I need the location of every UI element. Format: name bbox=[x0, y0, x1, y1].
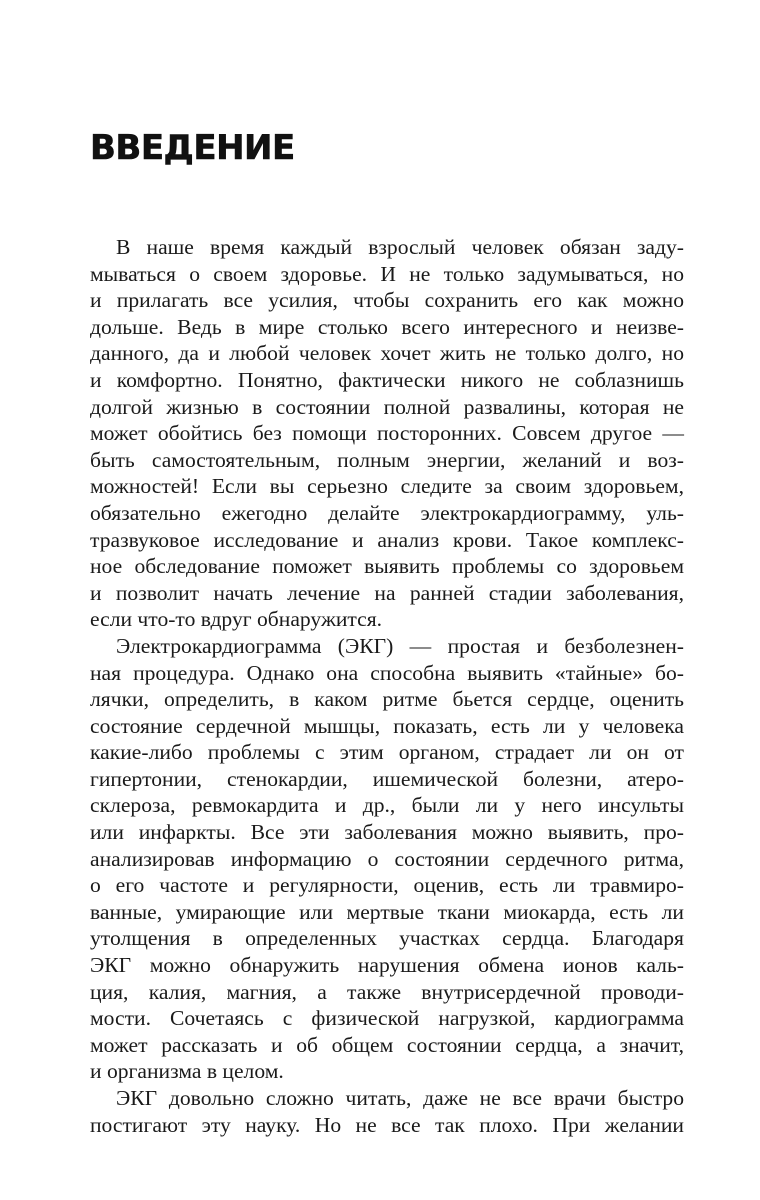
paragraph-1 bbox=[90, 234, 684, 633]
text-line: В наше время каждый взрослый человек обязан заду- bbox=[116, 235, 684, 259]
text-line: склероза, ревмокардита и др., были ли у него инсульты bbox=[90, 793, 684, 818]
text-line: дольше. Ведь в мире столько всего интересного и неизве- bbox=[90, 314, 684, 339]
text-line: тразвуковое исследование и анализ крови. Такое комплекс- bbox=[90, 527, 684, 552]
text-line: ЭКГ довольно сложно читать, даже не все врачи быстро bbox=[116, 1086, 684, 1110]
text-line: может обойтись без помощи посторонних. Совсем другое — bbox=[90, 421, 684, 446]
text-line: лячки, определить, в каком ритме бьется сердце, оценить bbox=[90, 687, 684, 712]
text-line: анализировав информацию о состоянии сердечного ритма, bbox=[90, 846, 684, 871]
body-text bbox=[90, 234, 684, 1138]
text-line: Электрокардиограмма (ЭКГ) — простая и безболезнен- bbox=[116, 633, 684, 658]
text-line: долгой жизнью в состоянии полной развалины, которая не bbox=[90, 394, 684, 419]
text-line: о его частоте и регулярности, оценив, есть ли травмиро- bbox=[90, 873, 684, 898]
text-line: данного, да и любой человек хочет жить не только долго, но bbox=[90, 341, 684, 366]
text-line: ЭКГ можно обнаружить нарушения обмена ионов каль- bbox=[90, 953, 684, 978]
text-line: ванные, умирающие или мертвые ткани миокарда, есть ли bbox=[90, 899, 684, 924]
text-line: утолщения в определенных участках сердца. Благодаря bbox=[90, 926, 684, 951]
text-line: состояние сердечной мышцы, показать, есть ли у человека bbox=[90, 713, 684, 738]
text-line: ное обследование поможет выявить проблемы со здоровьем bbox=[90, 554, 684, 579]
text-line: быть самостоятельным, полным энергии, желаний и воз- bbox=[90, 447, 684, 472]
text-line: или инфаркты. Все эти заболевания можно выявить, про- bbox=[90, 820, 684, 845]
text-line: ная процедура. Однако она способна выявить «тайные» бо- bbox=[90, 660, 684, 685]
text-line: гипертонии, стенокардии, ишемической болезни, атеро- bbox=[90, 766, 684, 791]
text-line: и комфортно. Понятно, фактически никого не соблазнишь bbox=[90, 367, 684, 392]
text-line: может рассказать и об общем состоянии сердца, а значит, bbox=[90, 1032, 684, 1057]
text-line: и организма в целом. bbox=[90, 1059, 284, 1084]
chapter-heading: ВВЕДЕНИЕ bbox=[90, 128, 295, 168]
text-line: и позволит начать лечение на ранней стадии заболевания, bbox=[90, 580, 684, 605]
text-line: постигают эту науку. Но не все так плохо. При желании bbox=[90, 1112, 684, 1137]
paragraph-2 bbox=[90, 633, 684, 1085]
text-line: если что-то вдруг обнаружится. bbox=[90, 607, 383, 632]
text-line: и прилагать все усилия, чтобы сохранить его как можно bbox=[90, 288, 684, 313]
text-line: мываться о своем здоровье. И не только задумываться, но bbox=[90, 261, 684, 286]
paragraph-3 bbox=[90, 1085, 684, 1138]
text-line: мости. Сочетаясь с физической нагрузкой, кардиограмма bbox=[90, 1006, 684, 1031]
text-line: можностей! Если вы серьезно следите за своим здоровьем, bbox=[90, 474, 684, 499]
text-line: ция, калия, магния, а также внутрисердечной проводи- bbox=[90, 979, 684, 1004]
text-line: обязательно ежегодно делайте электрокардиограмму, уль- bbox=[90, 500, 684, 525]
text-line: какие-либо проблемы с этим органом, страдает ли он от bbox=[90, 740, 684, 765]
